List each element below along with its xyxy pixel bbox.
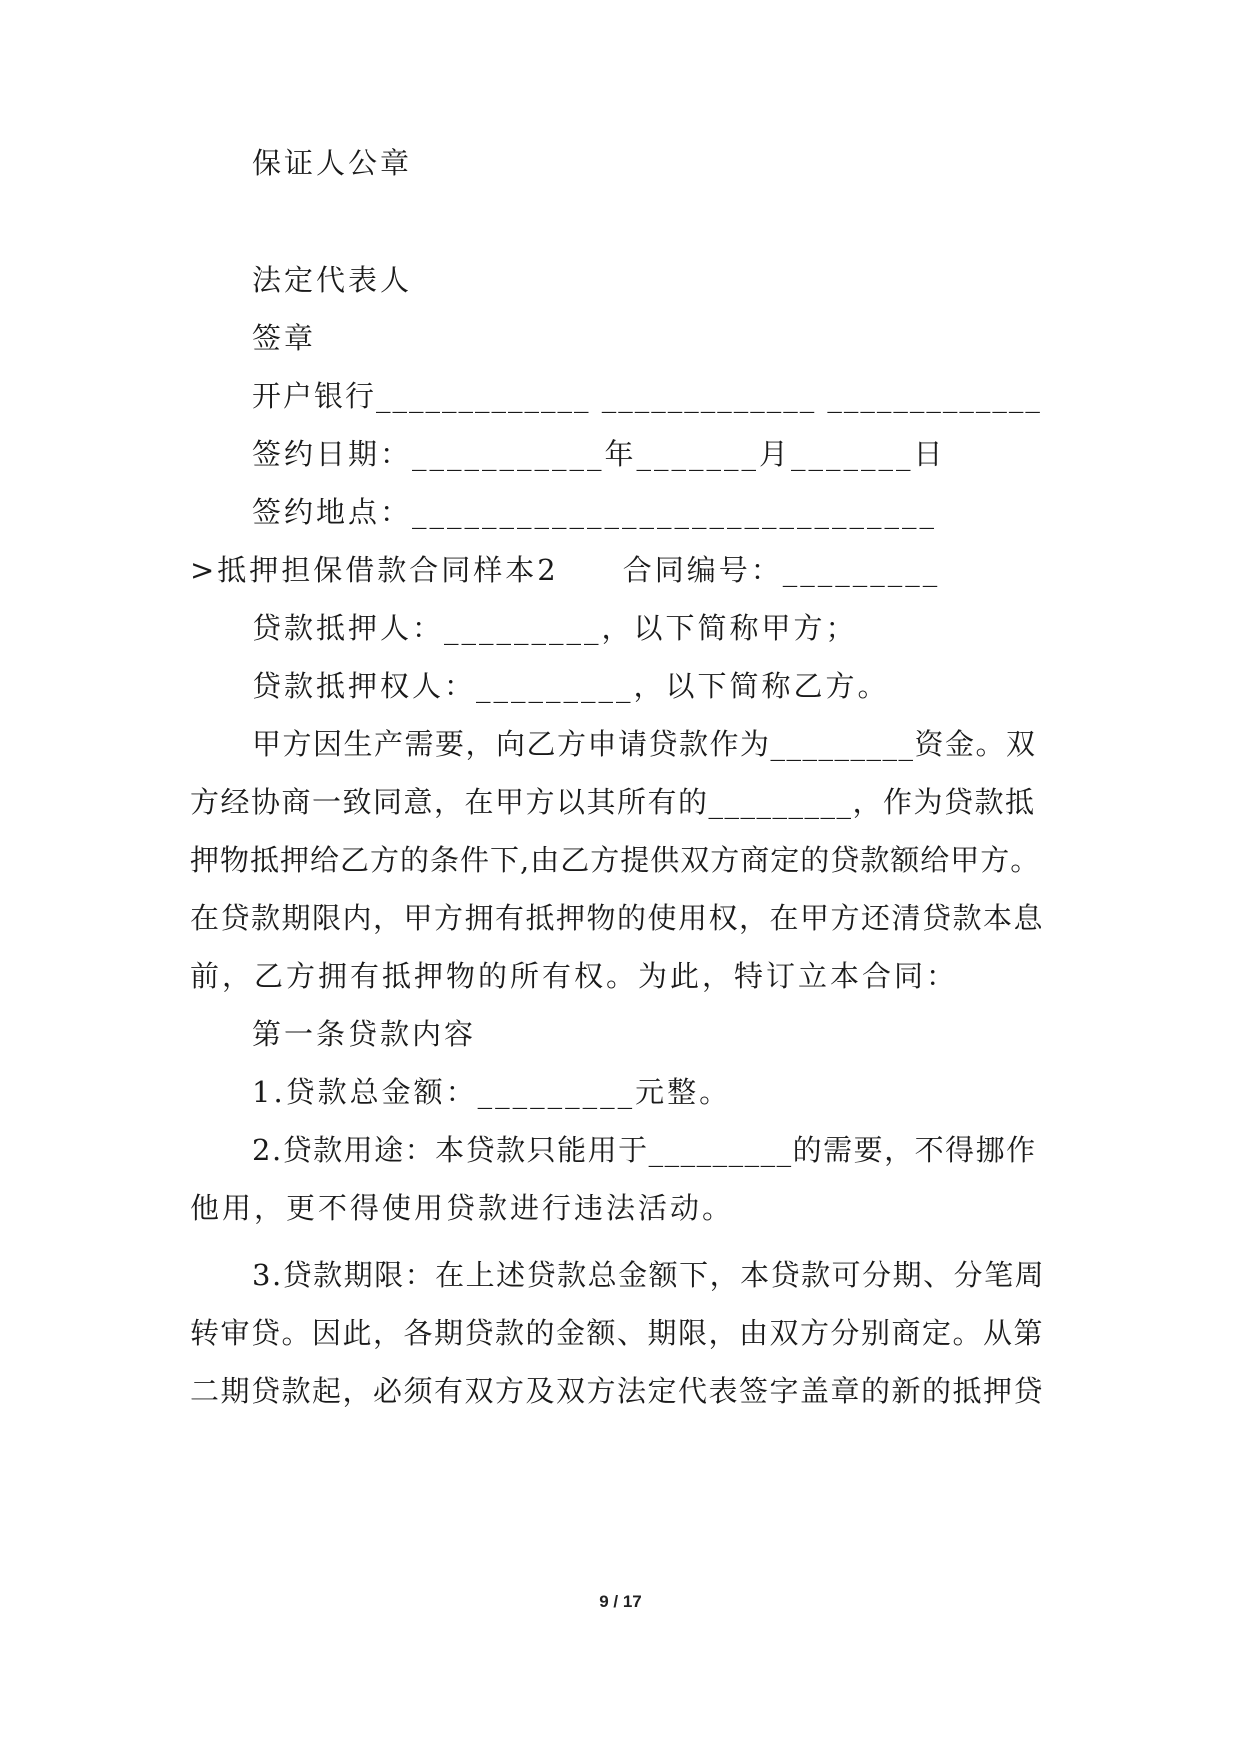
preamble-line: 前，乙方拥有抵押物的所有权。为此，特订立本合同：	[190, 959, 959, 993]
mortgagee-line: 贷款抵押权人：_________，以下简称乙方。	[252, 669, 890, 703]
item2-line: 他用，更不得使用贷款进行违法活动。	[190, 1191, 735, 1225]
page-number: 9 / 17	[599, 1592, 642, 1611]
article1-title: 第一条贷款内容	[252, 1017, 477, 1051]
sign-seal-label: 签章	[252, 321, 317, 355]
mortgagor-line: 贷款抵押人：_________，以下简称甲方；	[252, 611, 858, 645]
guarantor-seal-label: 保证人公章	[252, 146, 413, 180]
preamble-line: 甲方因生产需要，向乙方申请贷款作为_________资金。双	[252, 727, 1037, 761]
preamble-line: 方经协商一致同意，在甲方以其所有的_________，作为贷款抵	[190, 785, 1036, 819]
sign-place-field: 签约地点：______________________________	[252, 495, 938, 529]
preamble-line: 押物抵押给乙方的条件下,由乙方提供双方商定的贷款额给甲方。	[190, 843, 1041, 877]
item3-line: 二期贷款起，必须有双方及双方法定代表签字盖章的新的抵押贷	[190, 1374, 1045, 1408]
sign-date-field: 签约日期：___________年_______月_______日	[252, 437, 946, 471]
item2-line: 2.贷款用途：本贷款只能用于_________的需要，不得挪作	[252, 1133, 1037, 1167]
preamble-line: 在贷款期限内，甲方拥有抵押物的使用权，在甲方还清贷款本息	[190, 901, 1045, 935]
item3-line: 3.贷款期限：在上述贷款总金额下，本贷款可分期、分笔周	[252, 1258, 1046, 1292]
sample2-heading: >抵押担保借款合同样本2 合同编号：_________	[190, 553, 941, 587]
item1-line: 1.贷款总金额：_________元整。	[252, 1075, 732, 1109]
bank-account-field: 开户银行_____________ _____________ _____________	[252, 379, 1042, 413]
item3-line: 转审贷。因此，各期贷款的金额、期限，由双方分别商定。从第	[190, 1316, 1045, 1350]
legal-rep-label: 法定代表人	[252, 263, 413, 297]
